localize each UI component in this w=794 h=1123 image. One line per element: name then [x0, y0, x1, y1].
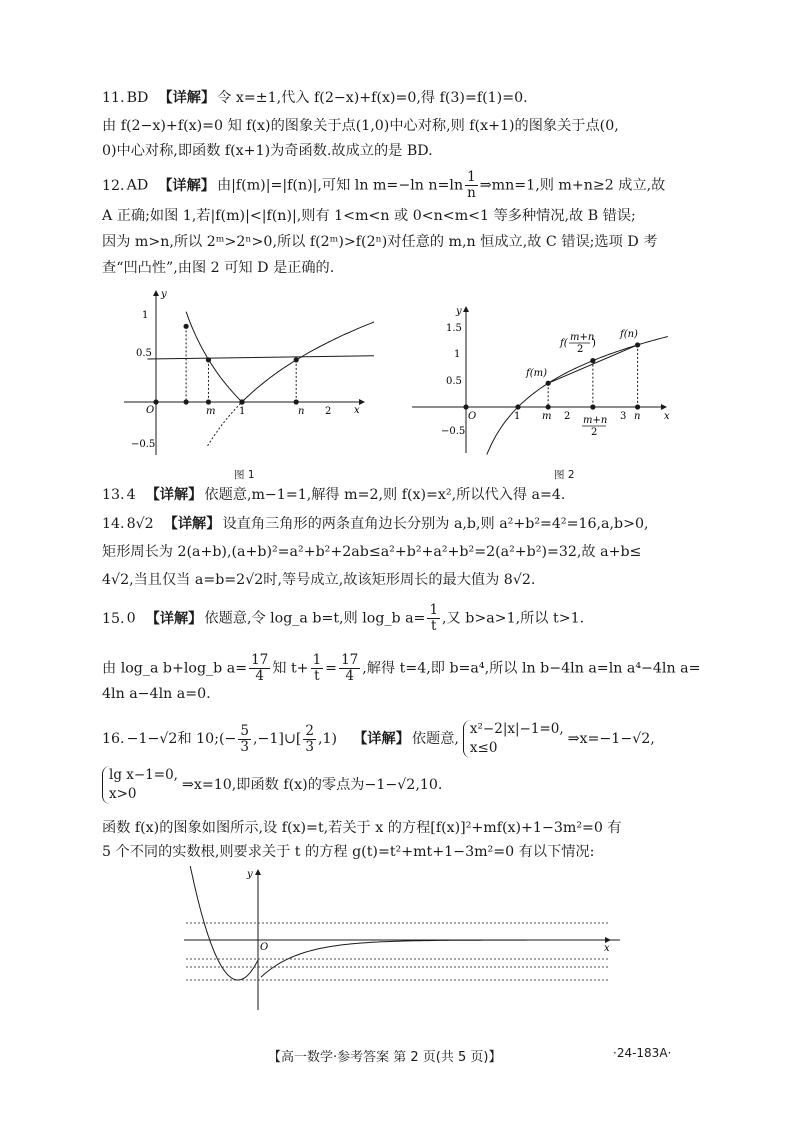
- figure-2: [408, 303, 672, 455]
- tick-y-1: 1: [454, 349, 461, 360]
- p13-line1: 13. 4 【详解】 依题意,m−1=1,解得 m=2,则 f(x)=x²,所以代入得 a=4.: [102, 487, 566, 503]
- tick-y-1: 1: [142, 310, 149, 321]
- tick-x-mid-den: 2: [591, 427, 598, 438]
- p11-line3: 0)中心对称,即函数 f(x+1)为奇函数.故成立的是 BD.: [102, 143, 433, 159]
- tick-x-1: 1: [239, 406, 246, 417]
- figure-1: [118, 287, 374, 459]
- curve-point: [590, 358, 595, 363]
- fraction: $\frac{17}{4}$: [341, 652, 359, 684]
- fraction: $\frac{1}{t}$: [312, 652, 322, 684]
- p16-line3: 函数 f(x)的图象如图所示,设 f(x)=t,若关于 x 的方程[f(x)]²+mf(x)+1−3m²=0 有: [102, 820, 622, 836]
- fraction: $\frac{2}{3}$: [305, 722, 314, 755]
- p14-line3: 4√2,当且仅当 a=b=2√2时,等号成立,故该矩形周长的最大值为 8√2.: [102, 572, 536, 588]
- label-f-n: f(n): [620, 329, 638, 340]
- axis-point: [206, 399, 211, 404]
- horizontal-line: [147, 356, 374, 359]
- p12-line2: A 正确;如图 1,若|f(m)|<|f(n)|,则有 1<m<n 或 0<n<m<1 等多种情况,故 B 错误;: [102, 208, 636, 224]
- p15-line1: 15. 0 【详解】 依题意,令 log_a b=t,则 log_b a= $\frac{1}{t}$ ,又 b>a>1,所以 t>1.: [102, 602, 585, 634]
- figure-2-caption: 图 2: [554, 469, 575, 481]
- p12-line3: 因为 m>n,所以 2ᵐ>2ⁿ>0,所以 f(2ᵐ)>f(2ⁿ)对任意的 m,n 恒成立,故 C 错误;选项 D 考: [102, 234, 658, 250]
- page-footer: [0, 1046, 794, 1066]
- fig3-curves: [186, 866, 620, 980]
- curve-point: [546, 381, 551, 386]
- fraction: $\frac{17}{4}$: [251, 652, 269, 684]
- tick-y-neg0.5: −0.5: [441, 426, 466, 437]
- figure-1-caption: 图 1: [234, 469, 255, 481]
- p14-line1: 14. 8√2 【详解】 设直角三角形的两条直角边长分别为 a,b,则 a²+b²=4²=16,a,b>0,: [102, 516, 649, 532]
- tick-x-m: m: [542, 411, 552, 422]
- footer-page-info: 【高一数学·参考答案 第 2 页(共 5 页)】: [268, 1050, 502, 1065]
- fig2-curves: [463, 337, 667, 455]
- p16-line4: 5 个不同的实数根,则要求关于 t 的方程 g(t)=t²+mt+1−3m²=0 有以下情况:: [102, 844, 595, 860]
- tick-y-0.5: 0.5: [446, 376, 462, 387]
- tick-x-2: 2: [564, 411, 571, 422]
- tick-y-1.5: 1.5: [446, 323, 462, 334]
- p12-line1: 12. AD 【详解】 由|f(m)|=|f(n)|,可知 ln m=−ln n=ln $\frac{1}{n}$ ⇒mn=1,则 m+n≥2 成立,故: [102, 169, 666, 201]
- tick-x-n: n: [634, 411, 641, 422]
- x-axis-label: x: [604, 943, 610, 954]
- abs-ln-right-branch: [242, 317, 374, 402]
- p16-line1: 16. −1−√2和 10;(− $\frac{5}{3}$ ,−1]∪[ $\frac{2}{3}$ ,1) 【详解】 依题意, x²−2|x|−1=0, x≤0 ⇒x=−1−√2,: [102, 721, 655, 756]
- p15-line2: 由 log_a b+log_b a= $\frac{17}{4}$ 知 t+ $\frac{1}{t}$ = $\frac{17}{4}$ ,解得 t=4,即 b=a⁴,所以 ln b−4ln a=ln a⁴−4ln a=: [102, 652, 701, 684]
- tick-x-n: n: [298, 406, 305, 417]
- fraction: $\frac{1}{t}$: [429, 602, 439, 634]
- origin-point: [153, 399, 158, 404]
- curve-point: [184, 324, 189, 329]
- curve-point: [206, 357, 211, 362]
- equation-system-2: lg x−1=0, x>0: [102, 766, 178, 804]
- p16-line2: lg x−1=0, x>0 ⇒x=10,即函数 f(x)的零点为−1−√2,10.: [102, 766, 442, 804]
- p12-line4: 查“凹凸性”,由图 2 可知 D 是正确的.: [102, 260, 335, 276]
- tick-x-m: m: [206, 406, 216, 417]
- tick-x-mid-num: m+n: [583, 415, 608, 426]
- axis-point: [590, 404, 595, 409]
- origin-label: O: [146, 405, 155, 416]
- x-axis-label: x: [354, 405, 360, 416]
- origin-label: O: [260, 942, 269, 953]
- axis-point: [546, 404, 551, 409]
- y-axis-label: y: [247, 869, 253, 880]
- tick-x-1: 1: [514, 411, 521, 422]
- figure-3: [180, 866, 620, 1014]
- origin-label: O: [468, 411, 477, 422]
- tick-x-2: 2: [325, 406, 332, 417]
- p11-line1: 11. BD 【详解】 令 x=±1,代入 f(2−x)+f(x)=0,得 f(3)=f(1)=0.: [102, 90, 528, 106]
- label-f-mid-den: 2: [577, 344, 584, 355]
- tick-x-3: 3: [620, 411, 627, 422]
- footer-code: ·24-183A·: [613, 1046, 672, 1060]
- curve-point: [294, 357, 299, 362]
- fig1-curves: [147, 312, 374, 446]
- p14-line2: 矩形周长为 2(a+b),(a+b)²=a²+b²+2ab≤a²+b²+a²+b²=2(a²+b²)=32,故 a+b≤: [102, 544, 642, 560]
- p11-line2: 由 f(2−x)+f(x)=0 知 f(x)的图象关于点(1,0)中心对称,则 f(x+1)的图象关于点(0,: [102, 118, 619, 134]
- curve-point: [635, 342, 640, 347]
- tick-y-neg0.5: −0.5: [131, 439, 156, 450]
- right-log-branch: [261, 940, 620, 977]
- label-f-mid-num: m+n: [570, 332, 595, 343]
- axis-point: [515, 404, 520, 409]
- equation-system-1: x²−2|x|−1=0, x≤0: [463, 720, 564, 758]
- label-f-mid-post: ): [592, 338, 596, 349]
- fraction: $\frac{1}{n}$: [467, 169, 476, 201]
- label-f-m: f(m): [526, 368, 547, 379]
- y-axis-label: y: [456, 306, 462, 317]
- label-f-mid-pre: f(: [560, 338, 568, 349]
- axis-point: [294, 399, 299, 404]
- y-axis-label: y: [161, 289, 167, 300]
- tick-y-0.5: 0.5: [136, 348, 152, 359]
- p15-line3: 4ln a−4ln a=0.: [102, 686, 211, 702]
- axis-point: [184, 399, 189, 404]
- x-axis-label: x: [664, 411, 670, 422]
- abs-ln-left-branch: [186, 312, 242, 402]
- origin-point: [463, 404, 468, 409]
- axis-point: [635, 404, 640, 409]
- axis-point: [239, 399, 244, 404]
- fraction: $\frac{5}{3}$: [240, 722, 249, 755]
